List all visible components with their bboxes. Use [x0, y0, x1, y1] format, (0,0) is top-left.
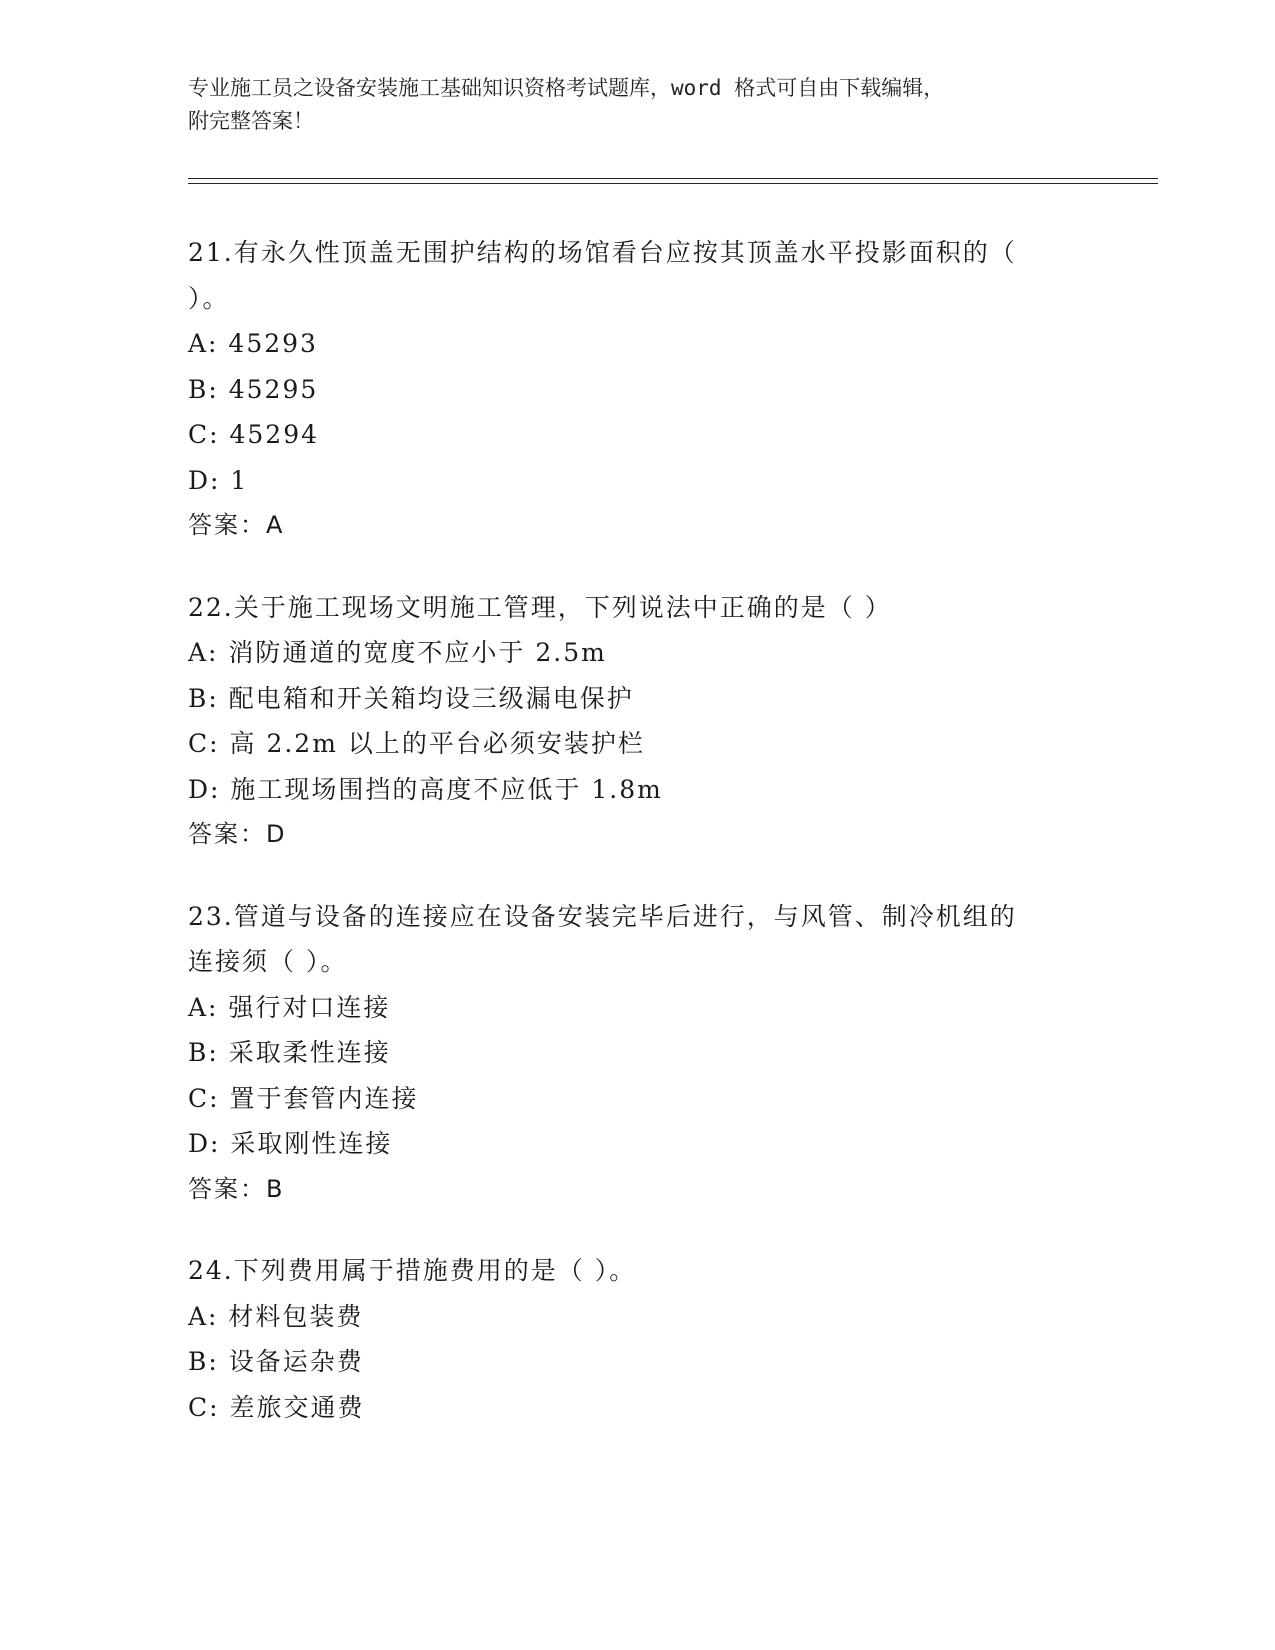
option-c: C: 置于套管内连接	[188, 1083, 419, 1113]
header-rule-bottom	[188, 183, 1158, 184]
option-c: C: 差旅交通费	[188, 1392, 365, 1422]
option-d: D: 施工现场围挡的高度不应低于 1.8m	[188, 774, 663, 804]
question-text: 21.有永久性顶盖无围护结构的场馆看台应按其顶盖水平投影面积的（	[188, 238, 1017, 267]
document-header	[188, 72, 1088, 138]
option-b: B: 设备运杂费	[188, 1347, 364, 1376]
answer: 答案：B	[188, 1174, 285, 1203]
option-d: D: 1	[188, 465, 249, 495]
option-b: B: 45295	[188, 374, 319, 404]
answer: 答案：A	[188, 511, 285, 539]
question-24	[188, 1248, 1088, 1430]
option-a: A: 材料包装费	[188, 1301, 364, 1331]
question-23	[188, 894, 1088, 1213]
question-22	[188, 585, 1088, 858]
question-text: 23.管道与设备的连接应在设备安装完毕后进行，与风管、制冷机组的	[188, 901, 1017, 931]
question-text-cont: ）。	[188, 283, 230, 313]
header-rule-top	[188, 178, 1158, 179]
option-a: A: 强行对口连接	[188, 992, 391, 1022]
option-a: A: 消防通道的宽度不应小于 2.5m	[188, 638, 607, 667]
question-21	[188, 230, 1088, 549]
question-list	[188, 230, 1088, 1466]
question-text: 24.下列费用属于措施费用的是（ ）。	[188, 1256, 637, 1285]
option-c: C: 45294	[188, 420, 320, 449]
option-a: A: 45293	[188, 329, 318, 358]
answer: 答案：D	[188, 820, 287, 848]
question-text: 22.关于施工现场文明施工管理，下列说法中正确的是（ ）	[188, 592, 892, 622]
question-text-cont: 连接须（ ）。	[188, 947, 348, 976]
option-b: B: 采取柔性连接	[188, 1038, 391, 1067]
option-d: D: 采取刚性连接	[188, 1129, 393, 1158]
option-b: B: 配电箱和开关箱均设三级漏电保护	[188, 683, 634, 713]
header-line-2: 附完整答案！	[188, 109, 314, 133]
option-c: C: 高 2.2m 以上的平台必须安装护栏	[188, 729, 645, 758]
header-line-1: 专业施工员之设备安装施工基础知识资格考试题库，word 格式可自由下载编辑，	[188, 76, 945, 100]
